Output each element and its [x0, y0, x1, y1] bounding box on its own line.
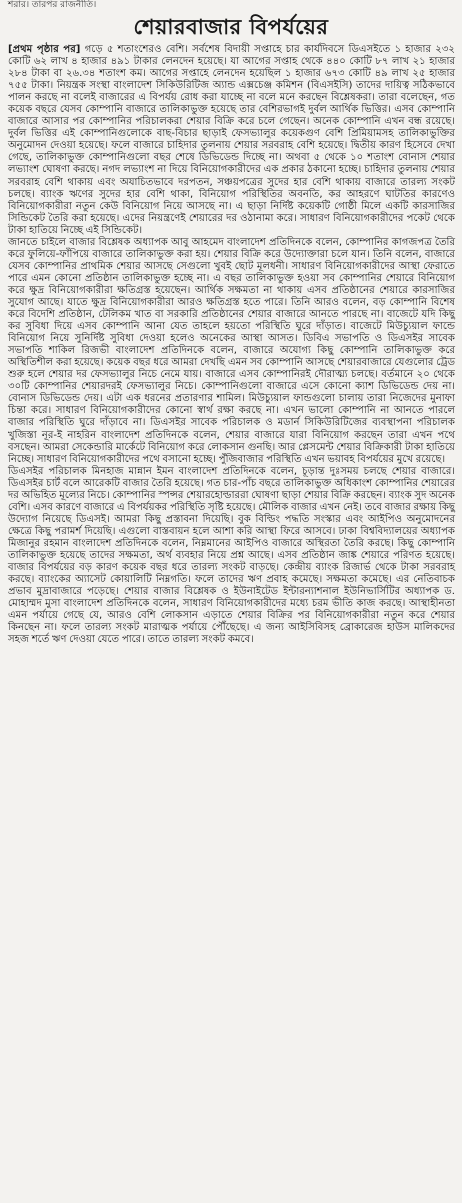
article-paragraph: ডিএসইর পরিচালক মিনহাজ মান্নান ইমন বাংলাদেশ প্রতিদিনকে বলেন, চূড়ান্ত দুঃসময় চলছে শেয়ার বাজারে। ডিএসইর চার্ট বলে আরেকটি বাজার তৈরি হয়েছে। গত চার-পাঁচ বছরে তালিকাভুক্ত অধিকাংশ কোম্পানির শেয়ারের দর অভিহিত মূল্যের নিচে। কোম্পানির স্পন্সর শেয়ারহোল্ডাররা ঘোষণা ছাড়া শেয়ার বিক্রি করছেন। ব্যাংক সুদ অনেক বেশি। এসব কারণে বাজারে এ বিপর্যয়কর পরিস্থিতি সৃষ্টি হয়েছে। মৌলিক বাজার এখন নেই। তবে বাজার রক্ষায় কিছু উদ্যোগ নিয়েছে ডিএসই। আমরা কিছু প্রস্তাবনা দিয়েছি। বুক বিল্ডিং পদ্ধতি সংস্কার এবং আইপিও অনুমোদনের ক্ষেত্রে কিছু পরামর্শ দিয়েছি। এগুলো বাস্তবায়ন হলে আশা করি আস্থা ফিরে আসবে। ঢাকা বিশ্ববিদ্যালয়ের অধ্যাপক মিজানুর রহমান বাংলাদেশ প্রতিদিনকে বলেন, নিম্নমানের আইপিও বাজারে অস্থিরতা তৈরি করছে। কিছু কোম্পানি তালিকাভুক্ত হয়েছে তাদের সক্ষমতা, অর্থ ব্যবহার নিয়ে প্রশ্ন আছে। এসব প্রতিষ্ঠান জাঙ্ক শেয়ারে পরিণত হয়েছে। বাজার বিপর্যয়ের বড় কারণ কয়েক বছর ধরে তারল্য সংকট বাড়ছে। কেন্দ্রীয় ব্যাংক রিজার্ভ থেকে টাকা সরবরাহ করছে। ব্যাংকের অ্যাসেট কোয়ালিটি নিম্নগতি। ফলে তাদের ঋণ প্রবাহ কমেছে। সক্ষমতা কমেছে। এর নেতিবাচক প্রভাব মুদ্রাবাজারে পড়েছে। শেয়ার বাজার বিশ্লেষক ও ইউনাইটেড ইন্টারন্যাশনাল ইউনিভার্সিটির অধ্যাপক ড. মোহাম্মদ মুসা বাংলাদেশ প্রতিদিনকে বলেন, সাধারণ বিনিয়োগকারীদের মধ্যে চরম ভীতি কাজ করছে। আস্থাহীনতা এমন পর্যায়ে গেছে যে, আরও বেশি লোকসান এড়াতে শেয়ার বিক্রির পর বিনিয়োগকারীরা নতুন করে শেয়ার কিনছেন না। ফলে তারল্য সংকট মারাত্মক পর্যায়ে পৌঁছেছে। এ জন্য আইসিবিসহ ব্রোকারেজ হাউস মালিকদের সহজ শর্তে ঋণ দেওয়া যেতে পারে। তাতে তারল্য সংকট কমবে।: [8, 465, 455, 646]
article-paragraph: [8, 44, 455, 237]
paragraph-text: গড়ে ৫ শতাংশেরও বেশি। সর্বশেষ বিদায়ী সপ্তাহে চার কার্যদিবসে ডিএসইতে ১ হাজার ২৩২ কোটি ৬২ লাখ ৪ হাজার ৪৯১ টাকার লেনদেন হয়েছে। যা আগের সপ্তাহ থেকে ৪৪০ কোটি ৮৭ লাখ ২১ হাজার ২৮৪ টাকা বা ২৬.৩৪ শতাংশ কম। আগের সপ্তাহে লেনদেন হয়েছিল ১ হাজার ৬৭৩ কোটি ৪৯ লাখ ২৫ হাজার ৭৫৫ টাকা। নিয়ন্ত্রক সংস্থা বাংলাদেশ সিকিউরিটিজ অ্যান্ড এক্সচেঞ্জ কমিশন (বিএসইসি) তাদের দায়িত্ব সঠিকভাবে পালন করছে না বলেই বাজারের এ বিপর্যয় রোধ করা যাচ্ছে না বলে মনে করছেন বিশ্লেষকরা। তারা বলেছেন, গত কয়েক বছরে যেসব কোম্পানি বাজারে তালিকাভুক্ত হয়েছে তার বেশিরভাগই দুর্বল আর্থিক ভিত্তির। এসব কোম্পানি বাজারে আসার পর কোম্পানির পরিচালকরা শেয়ার বিক্রি করে চলে গেছেন। অনেক কোম্পানি এখন বন্ধ রয়েছে। দুর্বল ভিত্তির এই কোম্পানিগুলোকে বাছ-বিচার ছাড়াই ফেসভ্যালুর কয়েকগুণ বেশি প্রিমিয়ামসহ তালিকাভুক্তির অনুমোদন দেওয়া হয়েছে। ফলে বাজারে চাহিদার তুলনায় শেয়ার সরবরাহ বেশি হয়েছে। দ্বিতীয় কারণ হিসেবে দেখা গেছে, তালিকাভুক্ত কোম্পানিগুলো বছর শেষে ডিভিডেন্ড দিচ্ছে না। অথবা ৫ থেকে ১০ শতাংশ বোনাস শেয়ার লভ্যাংশ ঘোষণা করছে। নগদ লভ্যাংশ না দিয়ে বিনিয়োগকারীদের এক প্রকার ঠকানো হচ্ছে। চাহিদার তুলনায় শেয়ার সরবরাহ বেশি থাকায় এবং অযাচিতভাবে দরপতন, সঞ্চয়পত্রের সুদের হার বেশি থাকায় বাজারে তারল্য সংকট চলছে। ব্যাংক ঋণের সুদের হার বেশি থাকা, বিনিয়োগ পরিস্থিতির অবনতি, কর আহরণে ঘাটতির কারণেও বিনিয়োগকারীরা নতুন কেউ বিনিয়োগ নিয়ে আসছে না। এ ছাড়া নির্দিষ্ট কয়েকটি গোষ্ঠী মিলে একটি কারসাজির সিন্ডিকেট তৈরি করা হয়েছে। এদের নিয়ন্ত্রণেই শেয়ারের দর ওঠানামা করে। সাধারণ বিনিয়োগকারীদের পকেট থেকে টাকা হাতিয়ে নিচ্ছে এই সিন্ডিকেট।: [8, 44, 455, 236]
article-body: [0, 44, 462, 646]
article-paragraph: জানতে চাইলে বাজার বিশ্লেষক অধ্যাপক আবু আহমেদ বাংলাদেশ প্রতিদিনকে বলেন, কোম্পানির কাগজপত্র তৈরি করে ফুলিয়ে-ফাঁপিয়ে বাজারে তালিকাভুক্ত করা হয়। শেয়ার বিক্রি করে উদ্যোক্তারা চলে যান। তিনি বলেন, বাজারে যেসব কোম্পানির প্রাথমিক শেয়ার আসছে সেগুলো খুবই ছোট মূলধনী। সাধারণ বিনিয়োগকারীদের আস্থা ফেরাতে পারে এমন কোনো প্রতিষ্ঠান তালিকাভুক্ত হচ্ছে না। এ বছর তালিকাভুক্ত হওয়া সব কোম্পানির শেয়ারে বিনিয়োগ করে ক্ষুদ্র বিনিয়োগকারীরা ক্ষতিগ্রস্ত হয়েছেন। আর্থিক সক্ষমতা না থাকায় এসব প্রতিষ্ঠানের শেয়ারে কারসাজির সুযোগ আছে। যাতে ক্ষুদ্র বিনিয়োগকারীরা আরও ক্ষতিগ্রস্ত হতে পারে। তিনি আরও বলেন, বড় কোম্পানি বিশেষ করে বিদেশি প্রতিষ্ঠান, টেলিকম খাত বা সরকারি প্রতিষ্ঠানের শেয়ার বাজারে আনতে পারছে না। বাজেটে যদি কিছু কর সুবিধা দিয়ে এসব কোম্পানি আনা যেত তাহলে হয়তো পরিস্থিতি ঘুরে দাঁড়াত। বাজেটে মিউচ্যুয়াল ফান্ডে বিনিয়োগ নিয়ে সুনির্দিষ্ট সুবিধা দেওয়া হলেও অনেকের আস্থা আসত। ডিবিএ সভাপতি ও ডিএসইর সাবেক সভাপতি শাকিল রিজভী বাংলাদেশ প্রতিদিনকে বলেন, বাজারে অযোগ্য কিছু কোম্পানি তালিকাভুক্ত করে অস্থিতিশীল করা হয়েছে। কয়েক বছর ধরে আমরা দেখছি এমন সব কোম্পানি আসছে শেয়ারবাজারে যেগুলোর ট্রেড শুরু হলে শেয়ার দর ফেসভ্যালুর নিচে নেমে যায়। বাজারে এসব কোম্পানিরই দৌরাত্ম্য চলছে। বর্তমানে ২০ থেকে ৩০টি কোম্পানির শেয়ারদরই ফেসভ্যালুর নিচে। কোম্পানিগুলো বাজারে এসে কোনো ক্যাশ ডিভিডেন্ড দেয় না। বোনাস ডিভিডেন্ড দেয়। এটা এক ধরনের প্রতারণার শামিল। মিউচ্যুয়াল ফান্ডগুলো চালায় তারা নিজেদের মুনাফা চিন্তা করে। সাধারণ বিনিয়োগকারীদের কোনো স্বার্থ রক্ষা করছে না। এখন ভালো কোম্পানি না আনতে পারলে বাজার পরিস্থিতি ঘুরে দাঁড়াবে না। ডিএসইর সাবেক পরিচালক ও মডার্ন সিকিউরিটিজের ব্যবস্থাপনা পরিচালক খুজিস্তা নূর-ই নাহরিন বাংলাদেশ প্রতিদিনকে বলেন, শেয়ার বাজারে যারা বিনিয়োগ করছেন তারা এখন পথে বসছেন। আমরা সেকেন্ডারি মার্কেটে বিনিয়োগ করে লোকসান গুনছি। আর প্লেসমেন্ট শেয়ার বিক্রিকারী টাকা হাতিয়ে নিচ্ছে। সাধারণ বিনিয়োগকারীদের পথে বসানো হচ্ছে। পুঁজিবাজার পরিস্থিতি এখন ভয়াবহ বিপর্যয়ের মুখে রয়েছে।: [8, 236, 455, 465]
previous-article-tail: শরার। তারপর রাজনীতি।: [8, 0, 97, 10]
continued-from-tag: [প্রথম পৃষ্ঠার পর]: [8, 44, 81, 55]
article-headline: শেয়ারবাজার বিপর্যয়ের: [133, 15, 329, 39]
